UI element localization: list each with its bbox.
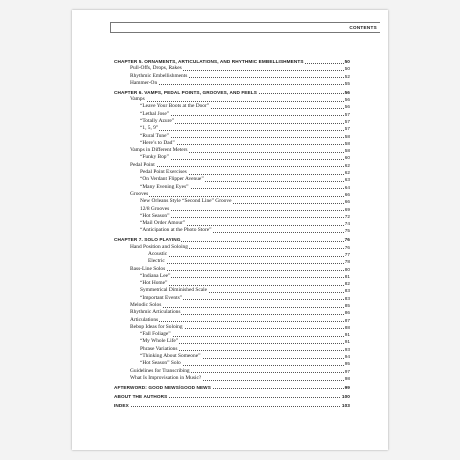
dot-leader [130, 321, 350, 322]
toc-entry [114, 266, 350, 273]
toc-entry [114, 295, 350, 302]
toc-entry-page: 95 [344, 361, 350, 367]
toc-entry [114, 169, 350, 176]
toc-entry [114, 213, 350, 220]
toc-entry [114, 244, 350, 251]
toc-entry-page: 52 [344, 73, 350, 79]
dot-leader [130, 166, 350, 167]
table-of-contents [114, 58, 350, 409]
toc-entry-page: 83 [344, 288, 350, 294]
toc-entry-title: “Thinking About Someone” [140, 353, 201, 360]
toc-entry-title: “On Verdant Flipper Avenue” [140, 176, 204, 183]
toc-entry-page: 85 [344, 302, 350, 308]
toc-entry-title: “Funky Bop” [140, 154, 169, 161]
toc-entry-title: “Hot Home” [140, 280, 168, 287]
toc-chapter-entry [114, 402, 350, 409]
toc-entry [114, 220, 350, 227]
toc-entry-title: “1, 5, 9” [140, 125, 159, 132]
toc-entry-page: 98 [344, 375, 350, 381]
toc-entry-title: “Mail Order Amour” [140, 220, 186, 227]
toc-entry-page: 56 [344, 89, 350, 95]
toc-entry-page: 97 [344, 368, 350, 374]
toc-entry-title: “Totally Azure” [140, 117, 175, 124]
toc-entry-title: CHAPTER 5. ORNAMENTS, ARTICULATIONS, AND RHYTHMIC EMBELLISHMENTS [114, 59, 304, 64]
toc-entry [114, 280, 350, 287]
toc-entry [114, 258, 350, 265]
dot-leader [140, 130, 350, 131]
toc-entry-page: 72 [344, 213, 350, 219]
toc-entry-title: Vamps in Different Meters [130, 147, 188, 154]
dot-leader [148, 256, 350, 257]
toc-entry-page: 88 [344, 324, 350, 330]
toc-entry-page: 57 [344, 118, 350, 124]
toc-entry-title: Vamps [130, 96, 145, 103]
toc-entry [114, 198, 350, 205]
toc-entry [114, 80, 350, 87]
toc-entry [114, 65, 350, 72]
toc-entry-page: 74 [344, 221, 350, 227]
toc-entry-title: CHAPTER 7. SOLO PLAYING [114, 237, 181, 243]
toc-entry-title: AFTERWORD: GOOD NEWS/GOOD NEWS [114, 384, 211, 390]
toc-entry [114, 162, 350, 169]
dot-leader [130, 101, 350, 102]
toc-entry-title: Melodic Solos [130, 301, 162, 308]
toc-entry [114, 302, 350, 309]
toc-entry-title: Articulations [130, 316, 159, 323]
toc-entry-title: “Important Events” [140, 294, 183, 301]
toc-entry-page: 56 [344, 104, 350, 110]
toc-entry [114, 317, 350, 324]
dot-leader [140, 285, 350, 286]
toc-entry-title: Grooves [130, 190, 149, 197]
toc-entry-title: Rhythmic Articulations [130, 309, 181, 316]
toc-entry-page: 93 [344, 346, 350, 352]
toc-entry-title: Pedal Point [130, 161, 155, 168]
dot-leader [140, 115, 350, 116]
toc-entry-page: 91 [344, 332, 350, 338]
toc-entry [114, 360, 350, 367]
toc-entry-page: 57 [344, 126, 350, 132]
toc-entry-title: “Fall Foliage” [140, 331, 171, 338]
toc-entry-page: 66 [344, 191, 350, 197]
toc-entry [114, 176, 350, 183]
toc-entry-page: 103 [341, 402, 350, 408]
dot-leader [140, 159, 350, 160]
toc-entry [114, 273, 350, 280]
toc-entry-title: Acoustic [148, 250, 168, 257]
toc-entry-title: CHAPTER 6. VAMPS, PEDAL POINTS, GROOVES, AND FEELS [114, 89, 257, 95]
toc-entry [114, 191, 350, 198]
toc-entry-page: 76 [344, 244, 350, 250]
toc-entry-title: Bebop Ideas for Soloing [130, 323, 183, 330]
toc-entry [114, 133, 350, 140]
toc-entry-page: 86 [344, 310, 350, 316]
toc-entry-title: Symmetrical Diminished Scale [140, 287, 208, 294]
dot-leader [140, 210, 350, 211]
toc-entry [114, 331, 350, 338]
toc-entry-title: ABOUT THE AUTHORS [114, 393, 168, 399]
toc-chapter-entry [114, 393, 350, 400]
toc-entry [114, 353, 350, 360]
toc-entry-page: 99 [344, 384, 350, 390]
toc-entry-title: “Hot Season” Solo [140, 360, 181, 367]
toc-entry-title: “Hot Season” [140, 212, 170, 219]
dot-leader [140, 137, 350, 138]
toc-entry [114, 368, 350, 375]
toc-entry-page: 100 [341, 393, 350, 399]
toc-entry [114, 103, 350, 110]
dot-leader [114, 406, 350, 407]
toc-entry-page: 50 [344, 66, 350, 72]
toc-entry-page: 50 [344, 59, 350, 64]
toc-entry-title: “Indiana Lee” [140, 272, 171, 279]
toc-entry-title: “Many Evening Eyes” [140, 183, 189, 190]
toc-chapter-entry [114, 89, 350, 96]
toc-entry-title: Pull-Offs, Drops, Rakes [130, 65, 182, 72]
toc-entry [114, 184, 350, 191]
toc-entry-title: Pedal Point Exercises [140, 169, 187, 176]
toc-entry-page: 62 [344, 170, 350, 176]
toc-entry-title: What Is Improvisation in Music? [130, 374, 202, 381]
document-page [72, 10, 388, 450]
toc-entry-title: Hammer-On [130, 79, 158, 86]
toc-entry-page: 75 [344, 228, 350, 234]
toc-entry-title: Bass-Line Solos [130, 265, 166, 272]
toc-entry-page: 69 [344, 206, 350, 212]
toc-entry-page: 80 [344, 266, 350, 272]
toc-entry-page: 94 [344, 354, 350, 360]
toc-entry [114, 118, 350, 125]
toc-entry-page: 77 [344, 251, 350, 257]
dot-leader [130, 196, 350, 197]
toc-entry-page: 55 [344, 80, 350, 86]
toc-entry [114, 125, 350, 132]
toc-entry [114, 338, 350, 345]
toc-entry-page: 58 [344, 148, 350, 154]
toc-entry-title: Guidelines for Transcribing [130, 367, 190, 374]
toc-entry [114, 346, 350, 353]
toc-entry [114, 309, 350, 316]
toc-entry-page: 57 [344, 111, 350, 117]
toc-entry [114, 96, 350, 103]
toc-entry-title: Electric [148, 258, 165, 265]
toc-entry [114, 227, 350, 234]
toc-entry-title: “Leave Your Boots at the Door” [140, 103, 210, 110]
toc-entry-title: New Orleans Style “Second Line” Groove [140, 198, 232, 205]
toc-chapter-entry [114, 236, 350, 243]
toc-entry-page: 58 [344, 140, 350, 146]
toc-entry-title: 12/8 Grooves [140, 205, 170, 212]
dot-leader [148, 263, 350, 264]
toc-entry-page: 66 [344, 199, 350, 205]
toc-entry-title: “Lethal Jose” [140, 110, 170, 117]
running-header [110, 22, 380, 33]
toc-entry-title: “Rural Tune” [140, 132, 169, 139]
dot-leader [140, 277, 350, 278]
toc-entry-title: “Anticipation at the Photo Store” [140, 227, 212, 234]
toc-entry-title: Hand Position and Soloing [130, 243, 188, 250]
toc-entry [114, 206, 350, 213]
toc-entry-page: 82 [344, 281, 350, 287]
toc-entry-title: Phrase Variations [140, 345, 178, 352]
toc-entry-page: 76 [344, 237, 350, 243]
toc-entry-title: “My Whole Life” [140, 338, 179, 345]
toc-entry [114, 324, 350, 331]
toc-entry-page: 83 [344, 295, 350, 301]
toc-entry-page: 81 [344, 273, 350, 279]
toc-entry-page: 56 [344, 97, 350, 103]
toc-entry-page: 91 [344, 339, 350, 345]
running-header-label: CONTENTS [349, 25, 377, 30]
toc-entry [114, 375, 350, 382]
toc-chapter-entry [114, 58, 350, 65]
toc-entry [114, 140, 350, 147]
toc-entry [114, 147, 350, 154]
toc-entry-page: 87 [344, 317, 350, 323]
dot-leader [130, 307, 350, 308]
toc-entry-page: 62 [344, 162, 350, 168]
toc-entry-page: 58 [344, 133, 350, 139]
toc-entry-title: INDEX [114, 402, 129, 408]
toc-entry-page: 63 [344, 177, 350, 183]
toc-chapter-entry [114, 384, 350, 391]
toc-entry [114, 287, 350, 294]
toc-entry-page: 78 [344, 259, 350, 265]
toc-entry-title: “Here’s to Dad” [140, 139, 175, 146]
toc-entry-page: 64 [344, 184, 350, 190]
toc-entry [114, 111, 350, 118]
toc-entry [114, 154, 350, 161]
toc-entry [114, 251, 350, 258]
toc-entry-page: 60 [344, 155, 350, 161]
dot-leader [140, 217, 350, 218]
toc-entry-title: Rhythmic Embellishments [130, 72, 188, 79]
dot-leader [130, 84, 350, 85]
toc-entry [114, 73, 350, 80]
